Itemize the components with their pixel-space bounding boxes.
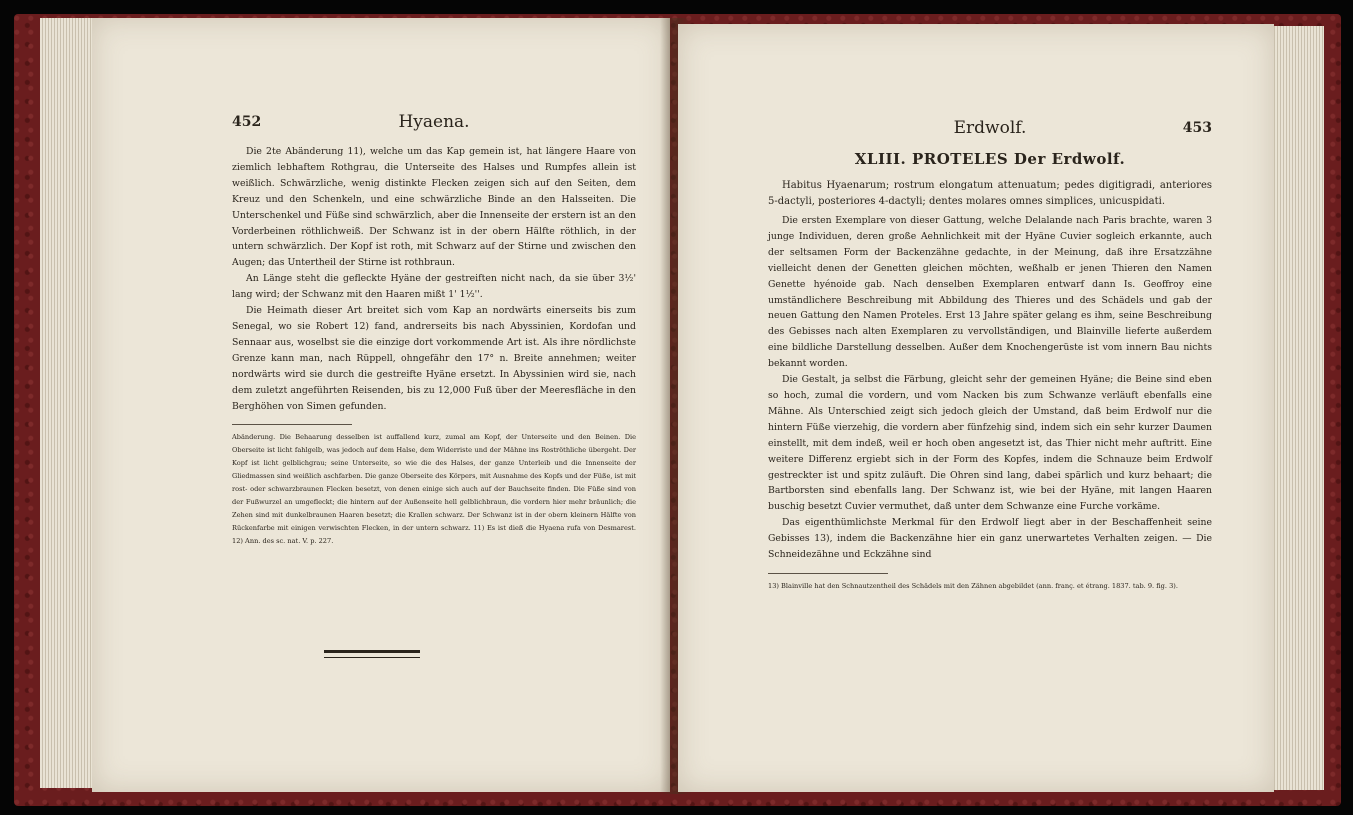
left-page xyxy=(92,18,670,792)
end-rule xyxy=(324,650,420,653)
footnotes: Abänderung. Die Behaarung desselben ist auffallend kurz, zumal am Kopf, der Unterseite und den Beinen. Die Oberseite ist licht fahlgelb, was jedoch auf dem Halse, dem Widerriste und der Mähne ins Roströthliche übergeht. Der Kopf ist licht gelblichgrau; seine Unterseite, so wie die des Halses, der ganze Unterleib und die Innenseite der Gliedmassen sind weißlich aschfarben. Die ganze Oberseite des Körpers, mit Ausnahme des Kopfs und der Füße, ist mit rost- oder schwarzbraunen Flecken besetzt, von denen einige sich auch auf der Bauchseite finden. Die Füße sind von der Fußwurzel an umgefleckt; die hintern auf der Außenseite hell gelblichbraun, die vordern hier mehr bräunlich; die Zehen sind mit dunkelbraunen Haaren besetzt; die Krallen schwarz. Der Schwanz ist in der obern kleinern Hälfte von Rückenfarbe mit einigen verwischten Flecken, in der untern schwarz. 11) Es ist dieß die Hyaena rufa von Desmarest. 12) Ann. des sc. nat. V. p. 227. xyxy=(232,433,636,546)
running-title: Hyaena. xyxy=(398,112,470,132)
running-title: Erdwolf. xyxy=(953,118,1027,138)
end-rule-thin xyxy=(324,657,420,658)
left-running-head xyxy=(232,112,636,136)
habitus-diagnosis: Habitus Hyaenarum; rostrum elongatum attenuatum; pedes digitigradi, anteriores 5-dactyli, posteriores 4-dactyli; dentes molares omnes simplices, unicuspidati. xyxy=(768,180,1212,207)
paragraph: Die Heimath dieser Art breitet sich vom Kap an nordwärts einerseits bis zum Senegal, wo sie Robert 12) fand, andrerseits bis nach Abyssinien, Kordofan und Sennaar aus, woselbst sie die einzige dort vorkommende Art ist. Als ihre nördlichste Grenze kann man, nach Rüppell, ohngefähr den 17° n. Breite annehmen; weiter nordwärts wird sie durch die gestreifte Hyäne ersetzt. In Abyssinien wird sie, nach dem zuletzt angeführten Reisenden, bis zu 12,000 Fuß über der Meeresfläche in den Berghöhen von Simen gefunden. xyxy=(232,305,636,412)
left-page-content xyxy=(232,112,636,548)
paragraph: An Länge steht die gefleckte Hyäne der gestreiften nicht nach, da sie über 3½' lang wird; der Schwanz mit den Haaren mißt 1' 1½''. xyxy=(232,273,636,301)
chapter-title: XLIII. PROTELES Der Erdwolf. xyxy=(854,150,1126,168)
paragraph: Die 2te Abänderung 11), welche um das Kap gemein ist, hat längere Haare von ziemlich lebhaftem Rothgrau, die Unterseite des Halses und Rumpfes allein ist weißlich. Schwärzliche, wenig distinkte Flecken zeigen sich auf den Seiten, dem Kreuz und den Schenkeln, und eine schwärzliche Binde an den Halsseiten. Die Unterschenkel und Füße sind schwärzlich, aber die Innenseite der erstern ist an den Vorderbeinen röthlichweiß. Der Schwanz ist in der obern Hälfte röthlich, in der untern schwärzlich. Der Kopf ist roth, mit Schwarz auf der Stirne und zwischen den Augen; das Untertheil der Stirne ist rothbraun. xyxy=(232,146,636,269)
right-running-head xyxy=(768,118,1212,142)
footnote-rule xyxy=(232,424,352,425)
right-page xyxy=(678,24,1274,792)
page-number: 452 xyxy=(232,114,262,130)
paragraph: Die ersten Exemplare von dieser Gattung, welche Delalande nach Paris brachte, waren 3 junge Individuen, deren große Aehnlichkeit mit der Hyäne Cuvier sogleich erkannte, auch der seltsamen Form der Backenzähne gedachte, in der Meinung, daß ihre Ersatzzähne vielleicht denen der Genetten gleichen möchten, weßhalb er jenen Thieren den Namen Genette hyénoide gab. Nach denselben Exemplaren entwarf dann Is. Geoffroy eine umständlichere Beschreibung mit Abbildung des Thieres und des Schädels und gab der neuen Gattung den Namen Proteles. Erst 13 Jahre später gelang es ihm, seine Beschreibung des Gebisses nach alten Exemplaren zu vervollständigen, und Blainville lieferte außerdem eine bildliche Darstellung desselben. Außer dem Knochengerüste ist vom innern Bau nichts bekannt worden. xyxy=(768,215,1212,370)
paragraph: Die Gestalt, ja selbst die Färbung, gleicht sehr der gemeinen Hyäne; die Beine sind eben so hoch, zumal die vordern, und vom Nacken bis zum Schwanze verläuft ebenfalls eine Mähne. Als Unterschied zeigt sich jedoch gleich der Umstand, daß beim Erdwolf nur die hintern Füße vierzehig, die vordern aber fünfzehig sind, indem sich ein sehr kurzer Daumen einstellt, mit dem indeß, weil er hoch oben angesetzt ist, das Thier nicht mehr auftritt. Eine weitere Differenz ergiebt sich in der Form des Kopfes, indem die Schnauze beim Erdwolf gestreckter ist und spitz zuläuft. Die Ohren sind lang, dabei spärlich und kurz behaart; die Bartborsten sind ebenfalls lang. Der Schwanz ist, wie bei der Hyäne, mit langen Haaren buschig besetzt Cuvier vermuthet, daß unter dem Schwanze eine Furche vorkäme. xyxy=(768,374,1212,513)
footnote-rule xyxy=(768,573,888,574)
page-edges-left xyxy=(40,18,100,788)
paragraph: Das eigenthümlichste Merkmal für den Erdwolf liegt aber in der Beschaffenheit seine Gebisses 13), indem die Backenzähne hier ein ganz unerwartetes Verhalten zeigen. — Die Schneidezähne und Eckzähne sind xyxy=(768,517,1212,561)
right-page-content xyxy=(768,118,1212,593)
footnote: 13) Blainville hat den Schnautzentheil des Schädels mit den Zähnen abgebildet (ann. franç. et étrang. 1837. tab. 9. fig. 3). xyxy=(768,581,1178,590)
page-number: 453 xyxy=(1182,120,1212,136)
